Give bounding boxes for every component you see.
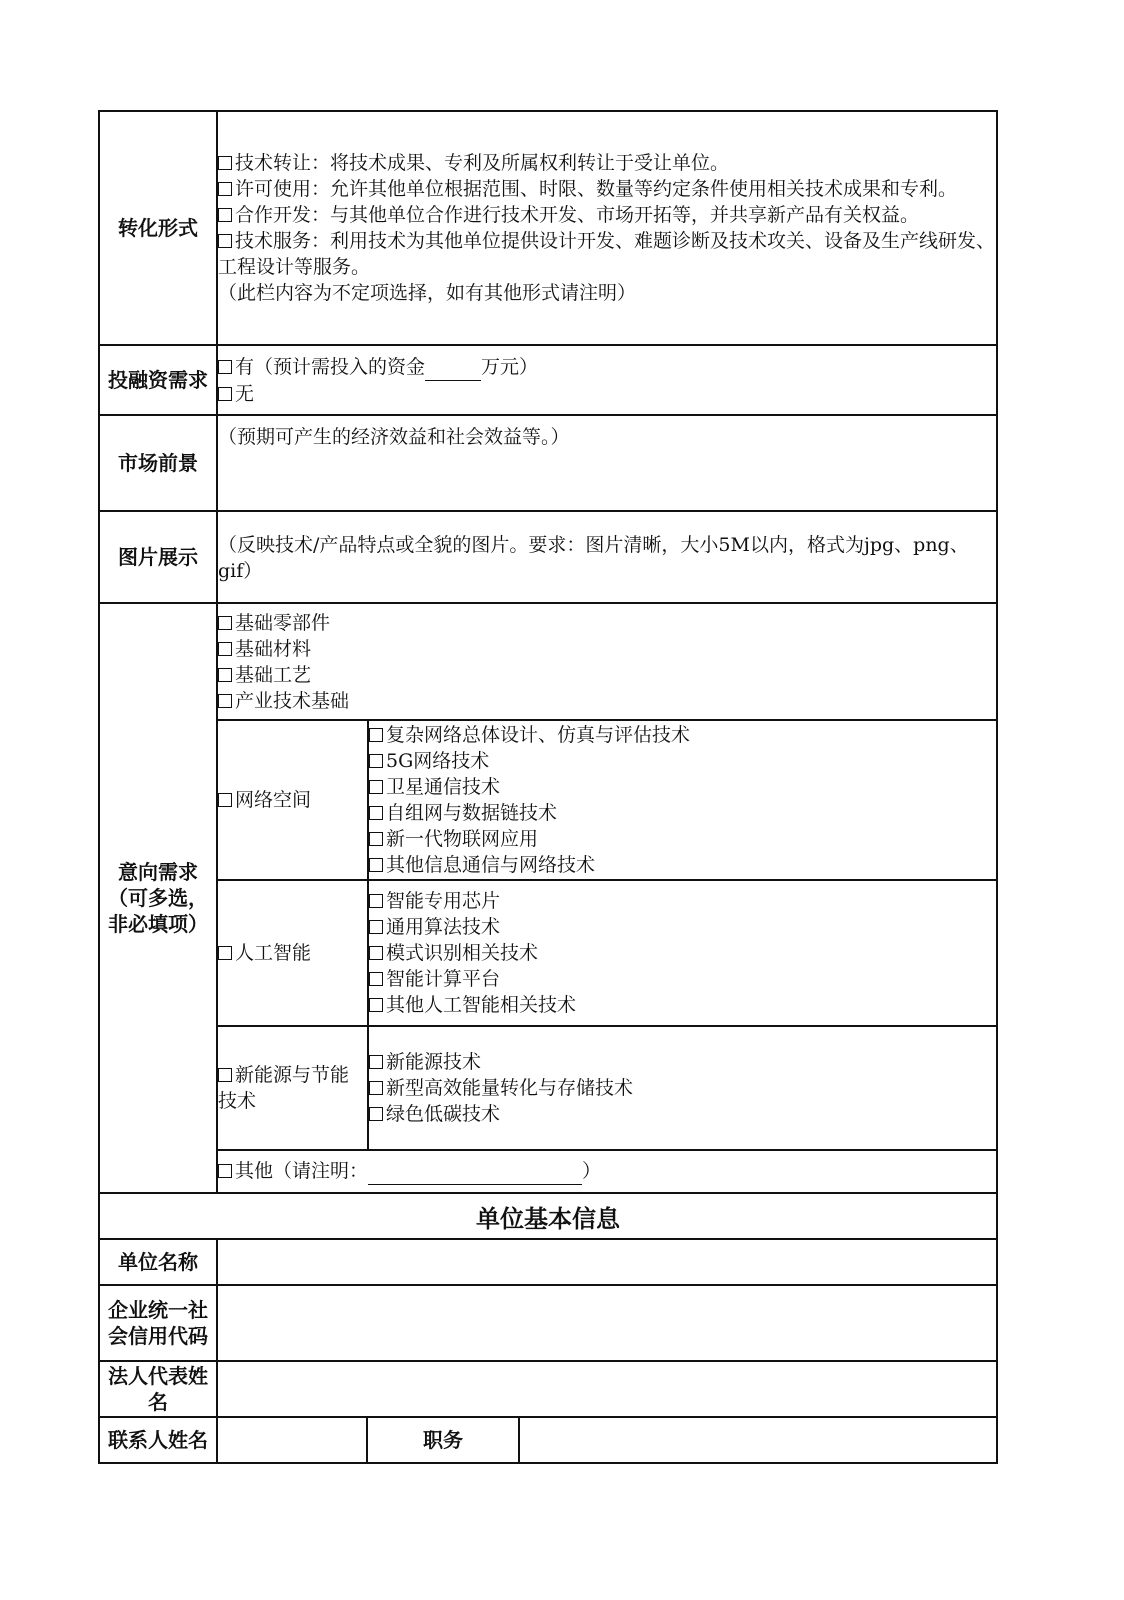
ai-option[interactable]: 智能专用芯片: [369, 888, 996, 914]
cyber-option[interactable]: 其他信息通信与网络技术: [369, 852, 996, 878]
checkbox-icon[interactable]: [369, 728, 383, 742]
transform-option[interactable]: 技术转让：将技术成果、专利及所属权利转让于受让单位。: [218, 150, 996, 176]
checkbox-icon[interactable]: [218, 1068, 232, 1082]
market-field[interactable]: [217, 415, 997, 511]
transform-row: [99, 111, 997, 345]
checkbox-icon[interactable]: [218, 1164, 232, 1178]
transform-option[interactable]: 合作开发：与其他单位合作进行技术开发、市场开拓等，并共享新产品有关权益。: [218, 202, 996, 228]
contact-label: 联系人姓名: [99, 1417, 217, 1463]
intent-options: [217, 603, 997, 1193]
cyber-option[interactable]: 新一代物联网应用: [369, 826, 996, 852]
transform-label: 转化形式: [99, 111, 217, 345]
checkbox-icon[interactable]: [369, 920, 383, 934]
checkbox-icon[interactable]: [218, 642, 232, 656]
energy-options: [368, 1026, 996, 1150]
transform-options: [217, 111, 997, 345]
credit-code-label: 企业统一社会信用代码: [99, 1285, 217, 1361]
ai-option[interactable]: 模式识别相关技术: [369, 940, 996, 966]
checkbox-icon[interactable]: [369, 998, 383, 1012]
checkbox-icon[interactable]: [218, 694, 232, 708]
checkbox-icon[interactable]: [218, 946, 232, 960]
unit-name-field[interactable]: [217, 1239, 997, 1285]
legal-rep-row: [99, 1361, 997, 1417]
energy-option[interactable]: 新能源技术: [369, 1049, 996, 1075]
cyber-option[interactable]: 复杂网络总体设计、仿真与评估技术: [369, 722, 996, 748]
contact-row: [99, 1417, 997, 1463]
financing-row: [99, 345, 997, 415]
transform-option[interactable]: 许可使用：允许其他单位根据范围、时限、数量等约定条件使用相关技术成果和专利。: [218, 176, 996, 202]
cyber-option[interactable]: 5G网络技术: [369, 748, 996, 774]
checkbox-icon[interactable]: [218, 182, 232, 196]
checkbox-icon[interactable]: [218, 234, 232, 248]
legal-rep-field[interactable]: [217, 1361, 997, 1417]
energy-option[interactable]: 绿色低碳技术: [369, 1101, 996, 1127]
credit-code-field[interactable]: [217, 1285, 997, 1361]
unit-name-row: [99, 1239, 997, 1285]
basic-options: [218, 604, 996, 720]
ai-options: [368, 880, 996, 1026]
position-label: 职务: [367, 1417, 519, 1463]
cyber-options: [368, 720, 996, 880]
checkbox-icon[interactable]: [369, 1107, 383, 1121]
checkbox-icon[interactable]: [369, 806, 383, 820]
contact-name-field[interactable]: [217, 1417, 367, 1463]
other-option[interactable]: 其他（请注明： ）: [218, 1150, 996, 1192]
unit-name-label: 单位名称: [99, 1239, 217, 1285]
basic-option[interactable]: 基础零部件: [218, 610, 996, 636]
checkbox-icon[interactable]: [218, 793, 232, 807]
checkbox-icon[interactable]: [218, 208, 232, 222]
pictures-field[interactable]: [217, 511, 997, 603]
checkbox-icon[interactable]: [369, 780, 383, 794]
other-blank[interactable]: [368, 1158, 582, 1185]
unit-section-title: 单位基本信息: [99, 1193, 997, 1239]
checkbox-icon[interactable]: [369, 754, 383, 768]
intent-row: [99, 603, 997, 1193]
pictures-row: [99, 511, 997, 603]
checkbox-icon[interactable]: [218, 668, 232, 682]
market-hint: （预期可产生的经济效益和社会效益等。）: [218, 426, 570, 448]
checkbox-icon[interactable]: [218, 616, 232, 630]
financing-yes-option[interactable]: 有（预计需投入的资金 万元）: [218, 354, 996, 381]
checkbox-icon[interactable]: [369, 1055, 383, 1069]
checkbox-icon[interactable]: [218, 387, 232, 401]
checkbox-icon[interactable]: [369, 832, 383, 846]
cyber-option[interactable]: 自组网与数据链技术: [369, 800, 996, 826]
checkbox-icon[interactable]: [369, 946, 383, 960]
unit-section-row: [99, 1193, 997, 1239]
checkbox-icon[interactable]: [369, 894, 383, 908]
market-row: [99, 415, 997, 511]
checkbox-icon[interactable]: [369, 858, 383, 872]
pictures-hint: （反映技术/产品特点或全貌的图片。要求：图片清晰，大小5M以内，格式为jpg、png、gif）: [218, 534, 969, 582]
credit-code-row: [99, 1285, 997, 1361]
energy-category[interactable]: 新能源与节能技术: [218, 1026, 368, 1150]
transform-note: （此栏内容为不定项选择，如有其他形式请注明）: [218, 282, 637, 304]
legal-rep-label: 法人代表姓名: [99, 1361, 217, 1417]
position-field[interactable]: [519, 1417, 997, 1463]
financing-no-option[interactable]: 无: [218, 381, 996, 407]
ai-option[interactable]: 智能计算平台: [369, 966, 996, 992]
intent-inner-table: [218, 604, 996, 1192]
ai-category[interactable]: 人工智能: [218, 880, 368, 1026]
financing-options: [217, 345, 997, 415]
checkbox-icon[interactable]: [369, 1081, 383, 1095]
financing-label: 投融资需求: [99, 345, 217, 415]
application-form: [98, 110, 996, 1464]
basic-option[interactable]: 基础材料: [218, 636, 996, 662]
pictures-label: 图片展示: [99, 511, 217, 603]
checkbox-icon[interactable]: [369, 972, 383, 986]
cyber-option[interactable]: 卫星通信技术: [369, 774, 996, 800]
form-table: [98, 110, 998, 1464]
ai-option[interactable]: 通用算法技术: [369, 914, 996, 940]
market-label: 市场前景: [99, 415, 217, 511]
cyber-category[interactable]: 网络空间: [218, 720, 368, 880]
energy-option[interactable]: 新型高效能量转化与存储技术: [369, 1075, 996, 1101]
ai-option[interactable]: 其他人工智能相关技术: [369, 992, 996, 1018]
transform-option[interactable]: 技术服务：利用技术为其他单位提供设计开发、难题诊断及技术攻关、设备及生产线研发、工程设计等服务。: [218, 230, 996, 278]
amount-blank[interactable]: [425, 354, 481, 381]
checkbox-icon[interactable]: [218, 156, 232, 170]
intent-label: 意向需求 （可多选， 非必填项）: [99, 603, 217, 1193]
basic-option[interactable]: 产业技术基础: [218, 688, 996, 714]
basic-option[interactable]: 基础工艺: [218, 662, 996, 688]
checkbox-icon[interactable]: [218, 360, 232, 374]
